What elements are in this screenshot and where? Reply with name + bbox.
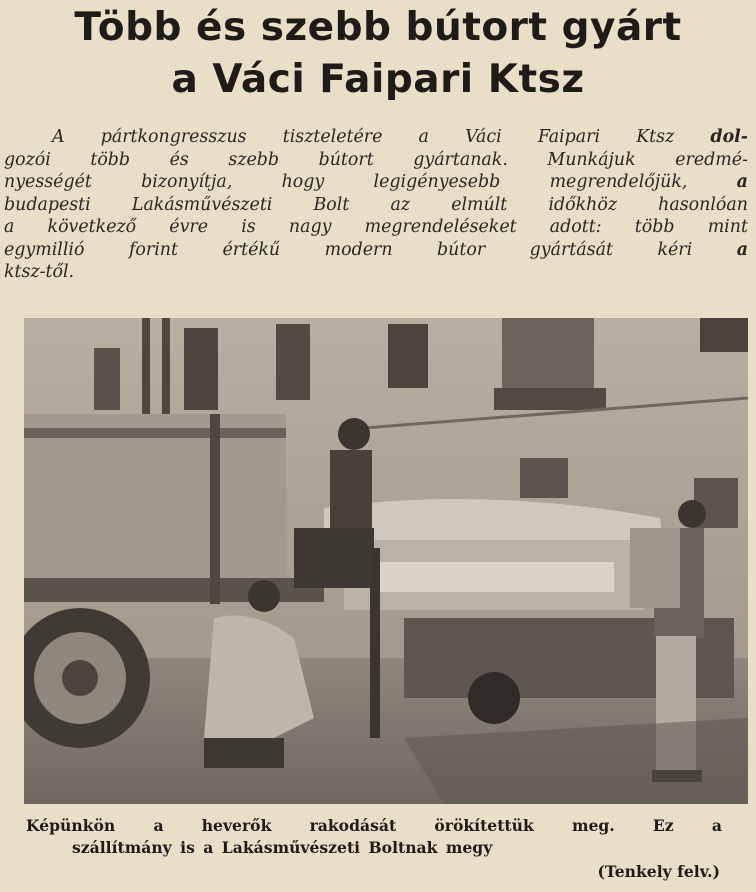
word: elmúlt [451, 194, 508, 215]
word: Lakásművészeti [131, 194, 273, 215]
lead-line [4, 171, 748, 194]
news-photo [24, 318, 748, 804]
headline-line-1: Több és szebb bútort gyárt [74, 5, 682, 50]
caption-line-2: szállítmány is a Lakásművészeti Boltnak megy [72, 838, 493, 857]
caption-line-1 [26, 815, 722, 837]
word: megrendeléseket [364, 217, 517, 237]
word: eredmé- [675, 149, 748, 170]
word: pártkongresszus [100, 127, 247, 147]
word: legigényesebb [373, 172, 501, 192]
word: tiszteletére [282, 127, 383, 147]
word: budapesti [4, 194, 91, 215]
word: bútort [318, 149, 374, 170]
word: gozói [4, 149, 51, 170]
word: értékű [222, 239, 281, 260]
word: hogy [281, 172, 325, 192]
word: forint [128, 239, 178, 260]
photo-credit: (Tenkely felv.) [597, 862, 720, 881]
word: megrendelőjük, [549, 172, 688, 192]
word: modern [324, 239, 393, 260]
lead-line [4, 126, 748, 149]
word: szebb [228, 149, 280, 170]
word: is [241, 217, 256, 237]
word: a [736, 239, 748, 260]
word: időkhöz [548, 194, 617, 215]
word: évre [169, 217, 209, 237]
word: dol- [710, 127, 748, 147]
word: Munkájuk [547, 149, 636, 170]
word: egymillió [4, 239, 85, 260]
word: A [52, 127, 65, 147]
word: az [390, 194, 411, 215]
word: bizonyítja, [141, 172, 233, 192]
word: Ktsz [636, 127, 675, 147]
word: a [4, 217, 15, 237]
word: több [90, 149, 131, 170]
word: meg. [571, 816, 615, 835]
lead-paragraph [4, 126, 748, 284]
word: nagy [288, 217, 332, 237]
word: Képünkön [26, 816, 116, 835]
word: több [634, 217, 675, 237]
lead-line [4, 149, 748, 172]
word: heverők [201, 816, 272, 835]
word: kéri [657, 239, 693, 260]
word: örökítettük [434, 816, 534, 835]
word: a [711, 816, 722, 835]
word: rakodását [309, 816, 397, 835]
lead-line [4, 216, 748, 239]
word: Váci [465, 127, 502, 147]
headline [0, 2, 756, 106]
word: Bolt [313, 194, 350, 215]
word: a [418, 127, 429, 147]
word: következő [47, 217, 137, 237]
headline-line-2: a Váci Faipari Ktsz [171, 57, 585, 102]
word: nyességét [4, 172, 92, 192]
word: Faipari [537, 127, 601, 147]
word: mint [707, 217, 748, 237]
word: a [153, 816, 164, 835]
word: bútor [437, 239, 486, 260]
word: Ez [652, 816, 674, 835]
word: adott: [549, 217, 602, 237]
word: és [169, 149, 189, 170]
word: gyártanak. [413, 149, 508, 170]
lead-line [4, 194, 748, 217]
word: ktsz-től. [4, 262, 75, 282]
photo-image-icon [24, 318, 748, 804]
word: hasonlóan [658, 194, 748, 215]
word: a [736, 172, 748, 192]
lead-line [4, 239, 748, 262]
lead-line [4, 261, 748, 284]
word: gyártását [529, 239, 613, 260]
